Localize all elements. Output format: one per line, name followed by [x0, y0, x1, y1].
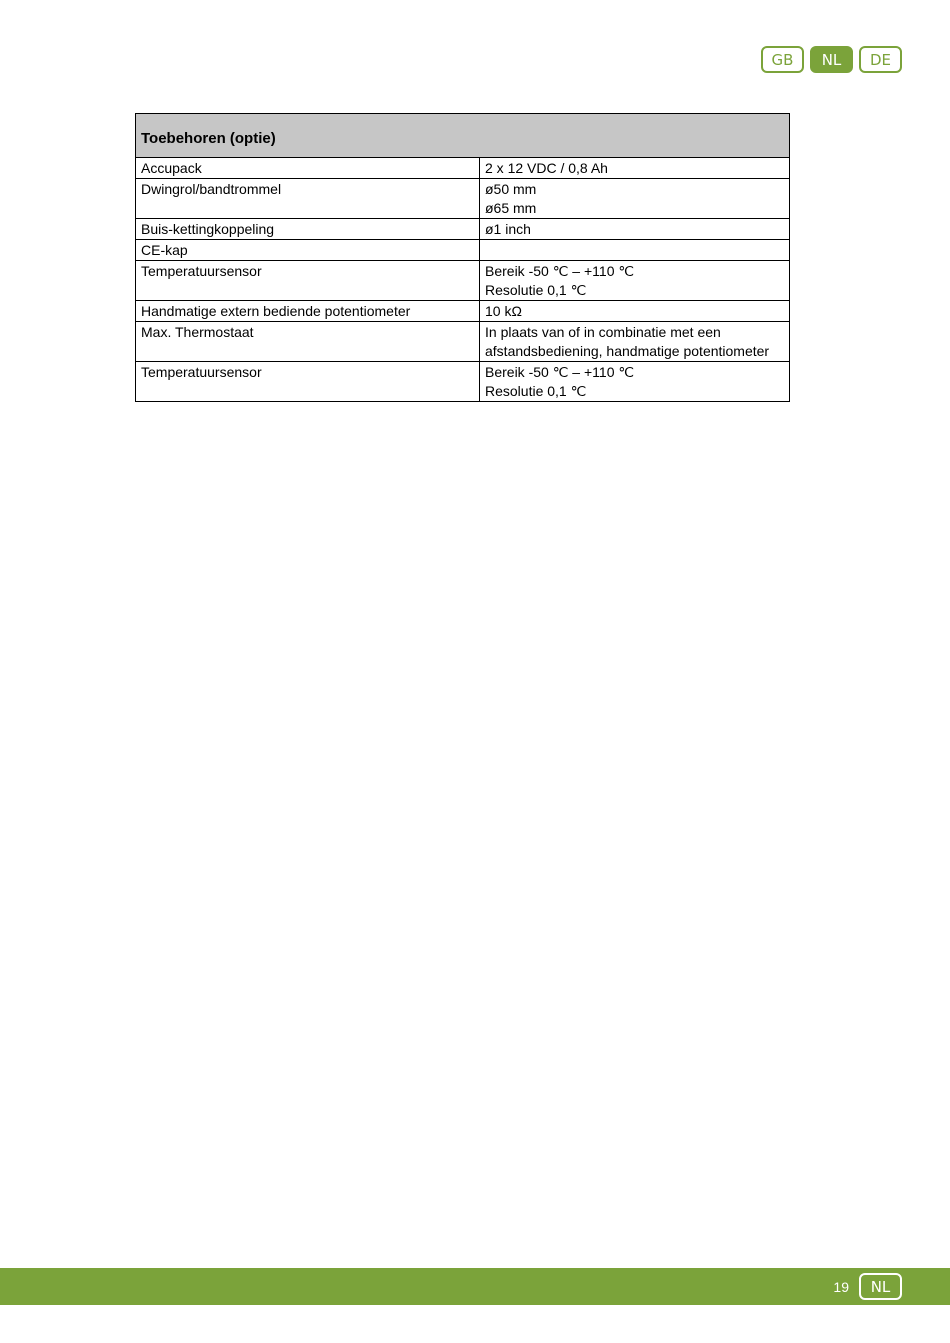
value-line: Bereik -50 ℃ – +110 ℃ [485, 364, 635, 380]
table-row [136, 301, 790, 322]
value-line [485, 241, 784, 260]
lang-tab-gb[interactable]: GB [761, 46, 804, 73]
value-line: 10 kΩ [485, 303, 522, 319]
table-title: Toebehoren (optie) [136, 114, 790, 158]
lang-tab-de[interactable]: DE [859, 46, 902, 73]
table-row [136, 240, 790, 261]
value-line: 2 x 12 VDC / 0,8 Ah [485, 160, 608, 176]
row-key: CE-kap [136, 240, 480, 261]
value-line: ø65 mm [485, 200, 537, 216]
row-value [480, 219, 790, 240]
row-key: Handmatige extern bediende potentiometer [136, 301, 480, 322]
row-value [480, 158, 790, 179]
table-header-row [136, 114, 790, 158]
lang-tab-nl[interactable]: NL [810, 46, 853, 73]
accessories-table [135, 113, 790, 402]
value-line: ø50 mm [485, 181, 537, 197]
table-row [136, 261, 790, 301]
value-line: Resolutie 0,1 ℃ [485, 282, 587, 298]
row-key: Dwingrol/bandtrommel [136, 179, 480, 219]
table-row [136, 322, 790, 362]
value-line: ø1 inch [485, 221, 531, 237]
row-key: Buis-kettingkoppeling [136, 219, 480, 240]
row-value [480, 322, 790, 362]
row-value [480, 261, 790, 301]
footer-language-badge: NL [859, 1273, 902, 1300]
value-line: afstandsbediening, handmatige potentiometer [485, 343, 770, 359]
value-line: In plaats van of in combinatie met een [485, 324, 721, 340]
page-footer [0, 1268, 950, 1305]
language-selector [761, 46, 902, 73]
row-key: Temperatuursensor [136, 261, 480, 301]
row-key: Temperatuursensor [136, 362, 480, 402]
value-line: Resolutie 0,1 ℃ [485, 383, 587, 399]
value-line: Bereik -50 ℃ – +110 ℃ [485, 263, 635, 279]
table-row [136, 158, 790, 179]
row-value [480, 362, 790, 402]
table-row [136, 362, 790, 402]
row-value [480, 179, 790, 219]
row-key: Max. Thermostaat [136, 322, 480, 362]
table-row [136, 219, 790, 240]
row-value [480, 240, 790, 261]
row-value [480, 301, 790, 322]
page-number: 19 [833, 1279, 849, 1295]
table-row [136, 179, 790, 219]
row-key: Accupack [136, 158, 480, 179]
